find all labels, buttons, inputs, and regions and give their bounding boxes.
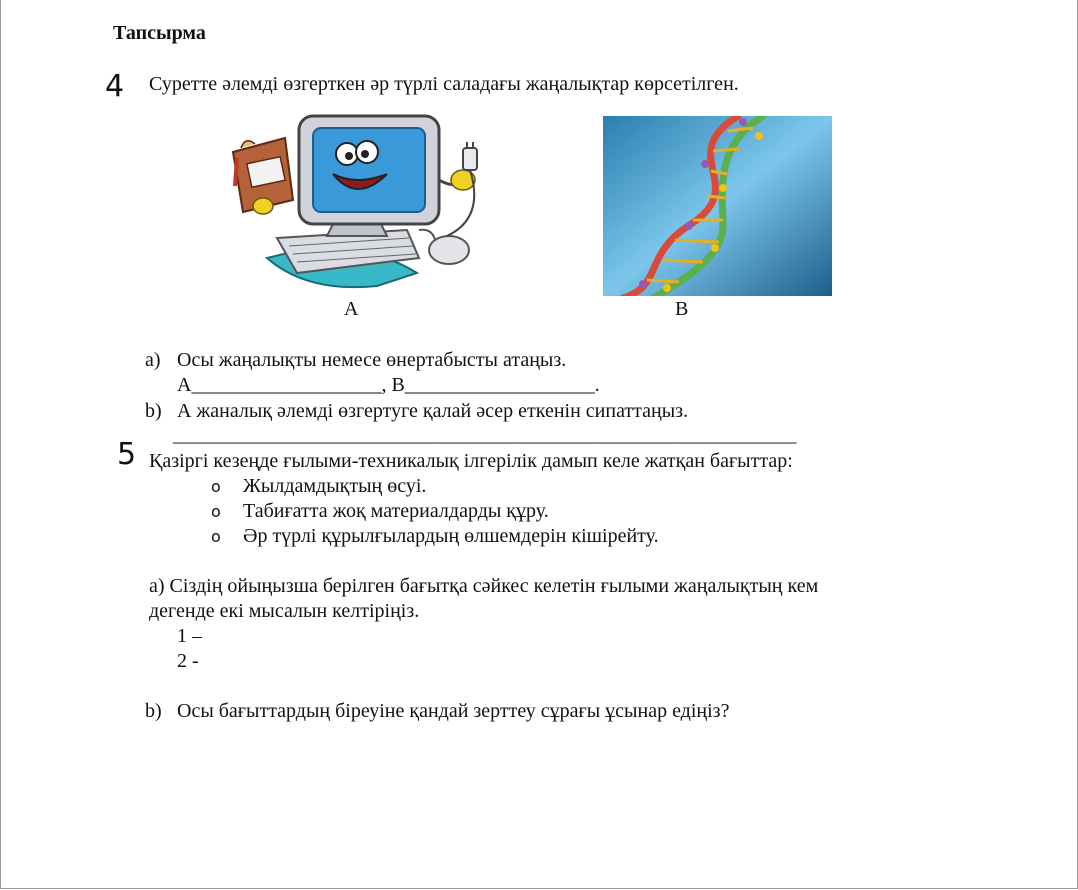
- task5-example-2: 2 -: [177, 650, 199, 672]
- page-heading: Тапсырма: [113, 22, 206, 44]
- task5-a-line2: дегенде екі мысалын келтіріңіз.: [149, 600, 420, 622]
- task4-number: 4: [105, 69, 125, 104]
- bullet-marker: o: [211, 477, 221, 496]
- task5-number: 5: [117, 437, 137, 472]
- image-a-caption: A: [344, 298, 359, 320]
- bullet-marker: o: [211, 527, 221, 546]
- task5-intro: Қазіргі кезеңде ғылыми-техникалық ілгерілік дамып келе жатқан бағыттар:: [149, 450, 793, 472]
- bullet-marker: o: [211, 502, 221, 521]
- image-b-caption: B: [675, 298, 689, 320]
- list-item: Табиғатта жоқ материалдарды құру.: [243, 500, 549, 522]
- task4-a-blanks: A___________________, B___________________.: [177, 374, 600, 396]
- task4-b-label: b): [145, 400, 162, 422]
- dna-helix-icon: [603, 116, 832, 296]
- computer-cartoon-icon: [227, 108, 489, 298]
- list-item: Әр түрлі құрылғылардың өлшемдерін кішірейту.: [243, 525, 659, 547]
- task4-a-label: a): [145, 349, 161, 371]
- task4-intro: Суретте әлемді өзгерткен әр түрлі саладағы жаңалықтар көрсетілген.: [149, 73, 739, 95]
- task5-example-1: 1 –: [177, 625, 202, 647]
- task5-a-line1: a) Сіздің ойыңызша берілген бағытқа сәйкес келетін ғылыми жаңалықтың кем: [149, 575, 819, 597]
- task5-b-text: Осы бағыттардың біреуіне қандай зерттеу сұрағы ұсынар едіңіз?: [177, 700, 730, 722]
- dna-illustration: [603, 116, 832, 296]
- computer-illustration: [227, 108, 489, 298]
- task4-answer-line: ______________________________________________________________________: [173, 425, 797, 446]
- task4-a-text: Осы жаңалықты немесе өнертабысты атаңыз.: [177, 349, 567, 371]
- task5-b-label: b): [145, 700, 162, 722]
- list-item: Жылдамдықтың өсуі.: [243, 475, 427, 497]
- task4-b-text: А жаналық әлемді өзгертуге қалай әсер еткенін сипаттаңыз.: [177, 400, 689, 422]
